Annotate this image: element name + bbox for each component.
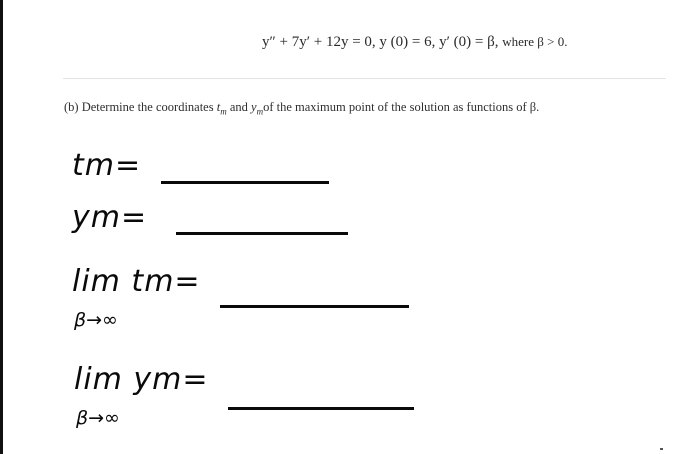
ym-answer-blank[interactable]: [176, 232, 348, 235]
var-y: y: [251, 100, 257, 114]
lim-tm-subscript: β→∞: [74, 309, 118, 331]
left-frame-edge: [0, 0, 3, 454]
equation-condition: where β > 0.: [502, 34, 568, 49]
tm-answer-blank[interactable]: [161, 181, 329, 184]
question-lead: Determine the coordinates: [81, 100, 217, 114]
var-y-sub: m: [256, 106, 264, 117]
lim-ym-answer-blank[interactable]: [228, 407, 414, 410]
lim-ym-label: lim ym=: [74, 362, 209, 397]
lim-ym-subscript: β→∞: [76, 407, 120, 429]
section-divider: [63, 78, 666, 79]
lim-tm-answer-blank[interactable]: [220, 305, 409, 308]
var-t-sub: m: [220, 106, 227, 117]
lim-tm-label: lim tm=: [72, 264, 201, 299]
question-mid: and: [226, 100, 252, 114]
equation-text: y″ + 7y′ + 12y = 0, y (0) = 6, y′ (0) = β,: [262, 34, 499, 50]
question-text: [64, 100, 539, 117]
differential-equation: [262, 34, 567, 51]
ym-label: ym=: [72, 200, 148, 235]
question-part: (b): [64, 100, 79, 114]
tm-label: tm=: [72, 148, 142, 183]
question-tail: of the maximum point of the solution as functions of β.: [263, 100, 540, 114]
var-t: t: [216, 100, 221, 114]
stray-mark: [660, 448, 663, 450]
